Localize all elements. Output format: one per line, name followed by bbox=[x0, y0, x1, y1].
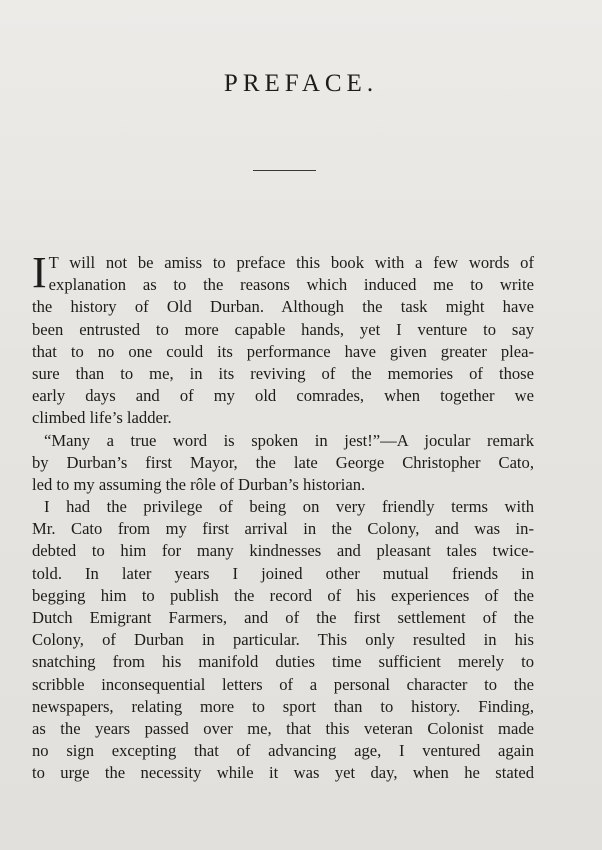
paragraph-1 bbox=[32, 248, 534, 430]
text-line: by Durban’s first Mayor, the late George Christopher Cato, bbox=[32, 452, 534, 472]
text-line: Dutch Emigrant Farmers, and of the first settlement of the bbox=[32, 608, 534, 627]
text-line: explanation as to the reasons which induced me to write bbox=[48, 275, 534, 295]
page-heading: PREFACE. bbox=[223, 70, 379, 97]
text-line: no sign excepting that of advancing age, I ventured again bbox=[32, 741, 534, 761]
text-line: I had the privilege of being on very friendly terms with bbox=[44, 497, 534, 517]
text-line: Mr. Cato from my first arrival in the Colony, and was in- bbox=[32, 519, 534, 539]
text-line: as the years passed over me, that this veteran Colonist made bbox=[32, 718, 534, 738]
text-line: early days and of my old comrades, when together we bbox=[32, 386, 534, 406]
paragraph-2 bbox=[32, 430, 534, 497]
text-line: T will not be amiss to preface this book with a few words of bbox=[48, 253, 534, 272]
text-line: debted to him for many kindnesses and pleasant tales twice- bbox=[32, 541, 534, 561]
text-line: been entrusted to more capable hands, yet I venture to say bbox=[32, 319, 534, 339]
text-line: that to no one could its performance have given greater plea- bbox=[32, 341, 534, 361]
text-line: newspapers, relating more to sport than to history. Finding, bbox=[32, 696, 534, 716]
text-line: begging him to publish the record of his experiences of the bbox=[32, 585, 534, 605]
text-line: told. In later years I joined other mutual friends in bbox=[32, 563, 534, 583]
drop-cap: I bbox=[32, 248, 47, 297]
text-line: to urge the necessity while it was yet day, when he stated bbox=[32, 763, 534, 783]
heading-rule bbox=[253, 170, 316, 171]
text-line: snatching from his manifold duties time sufficient merely to bbox=[32, 652, 534, 672]
text-line: climbed life’s ladder. bbox=[32, 408, 172, 428]
text-line: the history of Old Durban. Although the task might have bbox=[32, 297, 534, 317]
paragraph-3 bbox=[32, 496, 534, 784]
text-line: sure than to me, in its reviving of the memories of those bbox=[32, 363, 534, 383]
text-line: led to my assuming the rôle of Durban’s historian. bbox=[32, 474, 366, 494]
body-text bbox=[32, 248, 534, 785]
text-line: scribble inconsequential letters of a personal character to the bbox=[32, 674, 534, 694]
text-line: “Many a true word is spoken in jest!”—A jocular remark bbox=[44, 430, 534, 450]
text-line: Colony, of Durban in particular. This only resulted in his bbox=[32, 630, 534, 650]
